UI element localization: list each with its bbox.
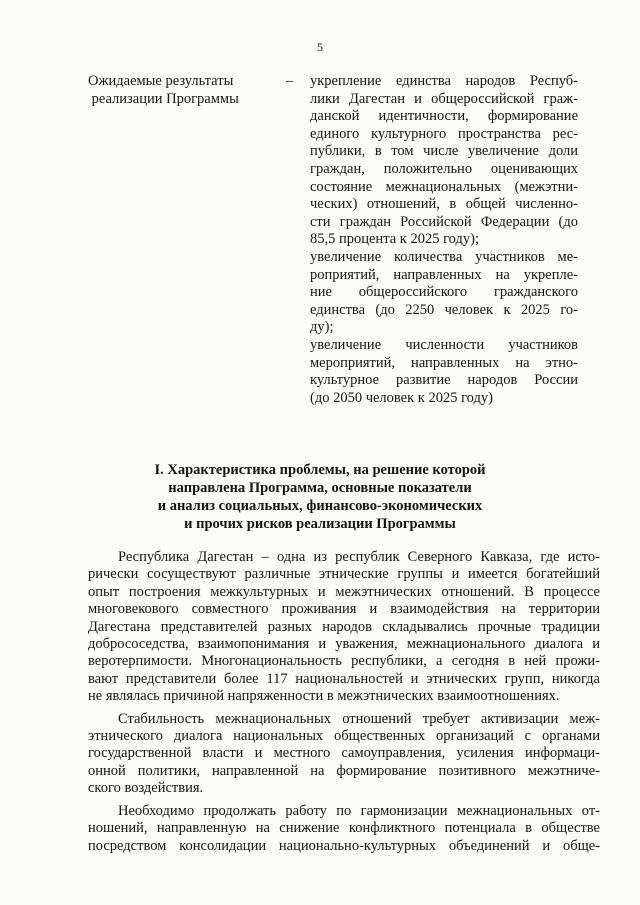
- value-line: 85,5 процента к 2025 году);: [310, 231, 479, 248]
- paragraph-line: государственной власти и местного самоуправления, усиления информаци-: [88, 745, 600, 762]
- paragraph-line: Дагестана представителей разных народов складывались прочные традиции: [88, 618, 600, 635]
- label-line: реализации Программы: [88, 90, 239, 107]
- value-line: мероприятий, направленных на этно-: [310, 354, 578, 371]
- paragraph-line: веротерпимости. Многонациональность республики, а сегодня в ней прожи-: [88, 653, 600, 670]
- value-line: увеличение количества участников ме-: [310, 248, 578, 265]
- paragraph-line: многовекового совместного проживания и взаимодействия на территории: [88, 601, 600, 618]
- value-line: увеличение численности участников: [310, 336, 578, 353]
- paragraph-line: рически сосуществуют различные этнические группы и имеется богатейший: [88, 566, 600, 583]
- value-line: публики, в том числе увеличение доли: [310, 143, 578, 160]
- value-line: состояние межнациональных (межэтни-: [310, 178, 578, 195]
- value-line: граждан, положительно оценивающих: [310, 160, 578, 177]
- label-line: Ожидаемые результаты: [88, 73, 234, 89]
- heading-line: I. Характеристика проблемы, на решение которой: [154, 462, 486, 478]
- paragraph-line: посредством консолидации национально-культурных объединений и обще-: [88, 837, 600, 854]
- paragraph-line: онной политики, направленной на формирование позитивного межэтниче-: [88, 762, 600, 779]
- paragraph-line: Республика Дагестан – одна из республик Северного Кавказа, где исто-: [118, 549, 600, 565]
- section-heading: [0, 461, 640, 533]
- value-line: ду);: [310, 319, 334, 336]
- value-line: данской идентичности, формирование: [310, 108, 578, 125]
- paragraph-line: Стабильность межнациональных отношений требует активизации меж-: [118, 710, 600, 727]
- passport-value: [310, 73, 578, 407]
- dash-separator: –: [286, 73, 294, 89]
- value-line: культурное развитие народов России: [310, 372, 578, 389]
- value-line: ние общероссийского гражданского: [310, 284, 578, 301]
- paragraph: [88, 549, 600, 706]
- paragraph-line: ношений, направленную на снижение конфликтного потенциала в обществе: [88, 820, 600, 837]
- heading-line: и прочих рисков реализации Программы: [184, 516, 456, 532]
- value-line: сти граждан Российской Федерации (до: [310, 213, 578, 230]
- paragraph-line: Необходимо продолжать работу по гармонизации межнациональных от-: [118, 802, 600, 819]
- paragraph: [88, 711, 600, 798]
- body-text: [88, 549, 600, 855]
- value-line: укрепление единства народов Респуб-: [310, 73, 578, 89]
- page-number: 5: [317, 40, 323, 54]
- paragraph-line: ского воздействия.: [88, 780, 204, 797]
- passport-label: [88, 73, 268, 108]
- value-line: (до 2050 человек к 2025 году): [310, 389, 493, 406]
- value-line: ческих) отношений, в общей численно-: [310, 196, 578, 213]
- paragraph-line: вают представители более 117 национальностей и этнических групп, никогда: [88, 670, 600, 687]
- paragraph-line: добрососедства, взаимопонимания и уважения, межнационального диалога и: [88, 636, 600, 653]
- heading-line: направлена Программа, основные показатели: [168, 480, 472, 496]
- paragraph-line: этнического диалога национальных общественных организаций с органами: [88, 728, 600, 745]
- value-line: единого культурного пространства рес-: [310, 125, 578, 142]
- paragraph: [88, 803, 600, 855]
- value-line: лики Дагестан и общероссийской граж-: [310, 90, 578, 107]
- paragraph-line: опыт построения межкультурных и межэтнических отношений. В процессе: [88, 583, 600, 600]
- heading-line: и анализ социальных, финансово-экономических: [157, 498, 483, 514]
- value-line: роприятий, направленных на укрепле-: [310, 266, 578, 283]
- paragraph-line: не являлась причиной напряженности в межэтнических взаимоотношениях.: [88, 688, 560, 705]
- value-line: единства (до 2250 человек к 2025 го-: [310, 301, 578, 318]
